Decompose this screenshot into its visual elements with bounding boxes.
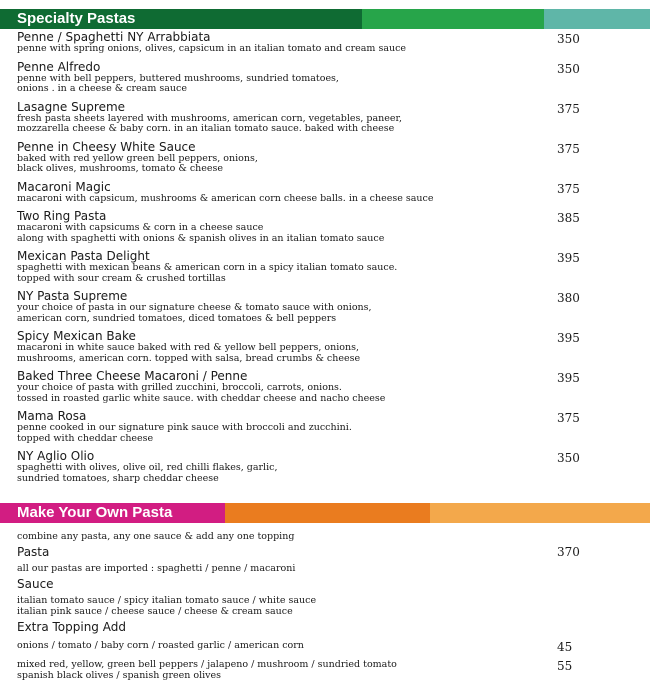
menu-item-name: Baked Three Cheese Macaroni / Penne bbox=[17, 369, 248, 383]
menu-item bbox=[17, 289, 617, 324]
menu-item-price: 380 bbox=[557, 291, 580, 305]
menu-item bbox=[17, 209, 617, 244]
topping-premium-description: mixed red, yellow, green bell peppers / jalapeno / mushroom / sundried tomato spanish black olives / spanish green olives bbox=[17, 659, 397, 681]
topping-regular-price: 45 bbox=[557, 640, 573, 654]
menu-item-price: 375 bbox=[557, 181, 580, 196]
menu-item bbox=[17, 140, 617, 175]
section-title: Specialty Pastas bbox=[0, 9, 362, 29]
specialty-pastas-header bbox=[0, 9, 650, 29]
menu-item-description: penne with spring onions, olives, capsicum in an italian tomato and cream sauce bbox=[17, 43, 407, 54]
menu-item-description: fresh pasta sheets layered with mushrooms, american corn, vegetables, paneer, mozzarella cheese & baby corn. in an italian tomato sauce. baked with cheese bbox=[17, 112, 403, 134]
menu-item-price: 350 bbox=[557, 451, 580, 465]
header-bar-segment bbox=[362, 9, 544, 29]
menu-item-name: NY Aglio Olio bbox=[17, 449, 95, 463]
menu-item-description: spaghetti with mexican beans & american corn in a spicy italian tomato sauce. topped with sour cream & crushed tortillas bbox=[17, 262, 398, 284]
menu-item bbox=[17, 249, 617, 284]
menu-item bbox=[17, 100, 617, 135]
menu-item bbox=[17, 180, 617, 205]
menu-item-price: 385 bbox=[557, 211, 580, 225]
topping-heading: Extra Topping Add bbox=[17, 620, 126, 634]
menu-item bbox=[17, 60, 617, 95]
header-bar-segment bbox=[544, 9, 650, 29]
menu-item-name: Two Ring Pasta bbox=[17, 209, 107, 223]
menu-item-price: 375 bbox=[557, 411, 580, 425]
menu-item-price: 395 bbox=[557, 331, 580, 345]
pasta-price: 370 bbox=[557, 545, 580, 559]
menu-item-description: macaroni with capsicum, mushrooms & american corn cheese balls. in a cheese sauce bbox=[17, 192, 434, 204]
menu-item-description: baked with red yellow green bell peppers, onions, black olives, mushrooms, tomato & cheese bbox=[17, 152, 258, 174]
menu-item-price: 350 bbox=[557, 61, 580, 76]
header-bar-segment bbox=[225, 503, 430, 523]
menu-item-name: Lasagne Supreme bbox=[17, 99, 126, 114]
menu-item-description: your choice of pasta in our signature cheese & tomato sauce with onions, american corn, sundried tomatoes, diced tomatoes & bell peppers bbox=[17, 302, 372, 324]
menu-item-price: 395 bbox=[557, 251, 580, 265]
topping-premium-price: 55 bbox=[557, 659, 573, 673]
make-your-own-header bbox=[0, 503, 650, 523]
header-bar-segment bbox=[430, 503, 650, 523]
topping-regular-description: onions / tomato / baby corn / roasted garlic / american corn bbox=[17, 640, 304, 651]
menu-item bbox=[17, 409, 617, 444]
menu-item-description: macaroni in white sauce baked with red & yellow bell peppers, onions, mushrooms, american corn. topped with salsa, bread crumbs & cheese bbox=[17, 342, 361, 364]
menu-item-name: Penne Alfredo bbox=[17, 59, 101, 74]
menu-item-name: Mama Rosa bbox=[17, 409, 87, 423]
menu-item-name: NY Pasta Supreme bbox=[17, 289, 128, 303]
menu-item-price: 350 bbox=[557, 32, 580, 46]
menu-item bbox=[17, 329, 617, 364]
menu-item-price: 395 bbox=[557, 371, 580, 385]
menu-item-description: penne cooked in our signature pink sauce with broccoli and zucchini. topped with cheddar cheese bbox=[17, 422, 352, 444]
sauce-heading: Sauce bbox=[17, 577, 54, 591]
menu-item-name: Penne / Spaghetti NY Arrabbiata bbox=[17, 30, 211, 44]
pasta-heading: Pasta bbox=[17, 545, 50, 559]
menu-item-description: spaghetti with olives, olive oil, red chilli flakes, garlic, sundried tomatoes, sharp cheddar cheese bbox=[17, 462, 278, 484]
menu-item-name: Macaroni Magic bbox=[17, 179, 111, 194]
menu-item-name: Penne in Cheesy White Sauce bbox=[17, 139, 196, 154]
sauce-description: italian tomato sauce / spicy italian tomato sauce / white sauce italian pink sauce / cheese sauce / cheese & cream sauce bbox=[17, 595, 317, 617]
menu-item-description: macaroni with capsicums & corn in a cheese sauce along with spaghetti with onions & spanish olives in an italian tomato sauce bbox=[17, 222, 385, 244]
menu-item bbox=[17, 369, 617, 404]
menu-item bbox=[17, 30, 617, 55]
intro-text: combine any pasta, any one sauce & add any one topping bbox=[17, 531, 295, 542]
menu-item-description: penne with bell peppers, buttered mushrooms, sundried tomatoes, onions . in a cheese & cream sauce bbox=[17, 72, 339, 94]
menu-item-name: Mexican Pasta Delight bbox=[17, 249, 150, 263]
menu-item-name: Spicy Mexican Bake bbox=[17, 329, 136, 343]
section-title: Make Your Own Pasta bbox=[0, 503, 225, 523]
menu-item bbox=[17, 449, 617, 484]
menu-item-price: 375 bbox=[557, 101, 580, 116]
menu-item-price: 375 bbox=[557, 141, 580, 156]
make-your-own-section bbox=[17, 531, 617, 681]
specialty-pasta-list bbox=[17, 30, 617, 489]
pasta-description: all our pastas are imported : spaghetti / penne / macaroni bbox=[17, 563, 296, 574]
menu-item-description: your choice of pasta with grilled zucchini, broccoli, carrots, onions. tossed in roasted garlic white sauce. with cheddar cheese and nacho cheese bbox=[17, 382, 386, 404]
